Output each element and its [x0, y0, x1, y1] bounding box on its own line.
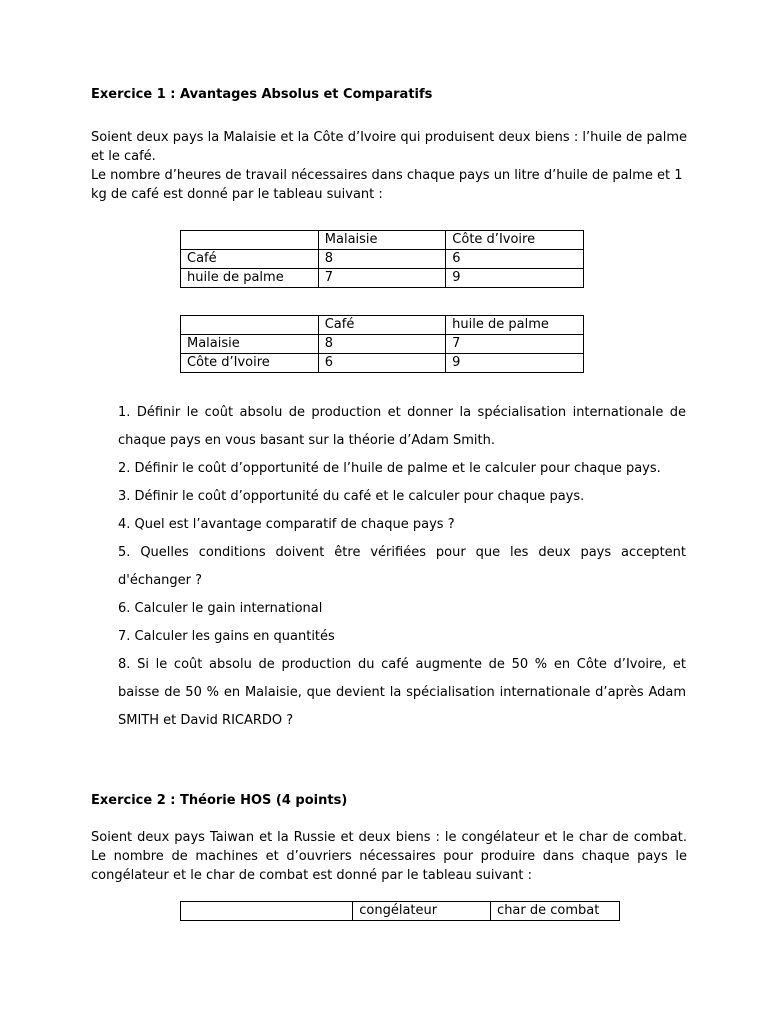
table-cell: Malaisie [318, 231, 446, 250]
table-row [181, 335, 584, 354]
table-cell: Café [181, 250, 319, 269]
table-cell: 7 [446, 335, 584, 354]
table-header-row [181, 316, 584, 335]
table-malaisie-cote-divoire [180, 230, 584, 288]
table-cell: Côte d’Ivoire [446, 231, 584, 250]
question-item: 3. Définir le coût d’opportunité du café et le calculer pour chaque pays. [118, 489, 585, 504]
table-cell: 9 [446, 354, 584, 373]
exercise1-intro-line2: Le nombre d’heures de travail nécessaires dans chaque pays un litre d’huile de palme et 1 kg de café est donné par le tableau suivant : [91, 168, 683, 202]
question-item: 8. Si le coût absolu de production du café augmente de 50 % en Côte d’Ivoire, et baisse de 50 % en Malaisie, que devient la spécialisation internationale d’après Adam SMITH et David RICARDO ? [118, 657, 686, 728]
table-row [181, 269, 584, 288]
table-cell: Café [318, 316, 445, 335]
question-item: 7. Calculer les gains en quantités [118, 629, 335, 644]
table-cell: Malaisie [181, 335, 319, 354]
exercise1-intro-line1: Soient deux pays la Malaisie et la Côte d’Ivoire qui produisent deux biens : l’huile de palme et le café. [91, 130, 687, 164]
exercise2-intro: Soient deux pays Taiwan et la Russie et deux biens : le congélateur et le char de combat. Le nombre de machines et d’ouvriers nécessaires pour produire dans chaque pays le congélateur et le char de combat est donné par le tableau suivant : [91, 830, 687, 883]
table-cell: congélateur [353, 902, 491, 921]
table-cell: huile de palme [181, 269, 319, 288]
question-item: 1. Définir le coût absolu de production et donner la spécialisation internationale de chaque pays en vous basant sur la théorie d’Adam Smith. [118, 405, 686, 448]
table-taiwan-russie [180, 901, 620, 921]
table-header-row [181, 231, 584, 250]
table-header-row [181, 902, 620, 921]
question-item: 5. Quelles conditions doivent être vérifiées pour que les deux pays acceptent d'échanger ? [118, 545, 686, 588]
table-cell: 7 [318, 269, 446, 288]
table-row [181, 354, 584, 373]
table-cell [181, 231, 319, 250]
exercise1-intro [91, 128, 687, 204]
exercise1-title: Exercice 1 : Avantages Absolus et Comparatifs [91, 87, 433, 102]
question-item: 2. Définir le coût d’opportunité de l’huile de palme et le calculer pour chaque pays. [118, 461, 661, 476]
table-cell: 9 [446, 269, 584, 288]
table-cell: huile de palme [446, 316, 584, 335]
question-item: 4. Quel est l’avantage comparatif de chaque pays ? [118, 517, 455, 532]
table-cell [181, 316, 319, 335]
table-cell: 8 [318, 250, 446, 269]
table-cell: 6 [446, 250, 584, 269]
table-cell: char de combat [491, 902, 620, 921]
table-cell: 6 [318, 354, 445, 373]
table-cell: 8 [318, 335, 445, 354]
table-cafe-huile [180, 315, 584, 373]
exercise1-questions [118, 399, 686, 735]
table-cell [181, 902, 353, 921]
exercise2-title: Exercice 2 : Théorie HOS (4 points) [91, 793, 348, 808]
table-cell: Côte d’Ivoire [181, 354, 319, 373]
table-row [181, 250, 584, 269]
question-item: 6. Calculer le gain international [118, 601, 323, 616]
